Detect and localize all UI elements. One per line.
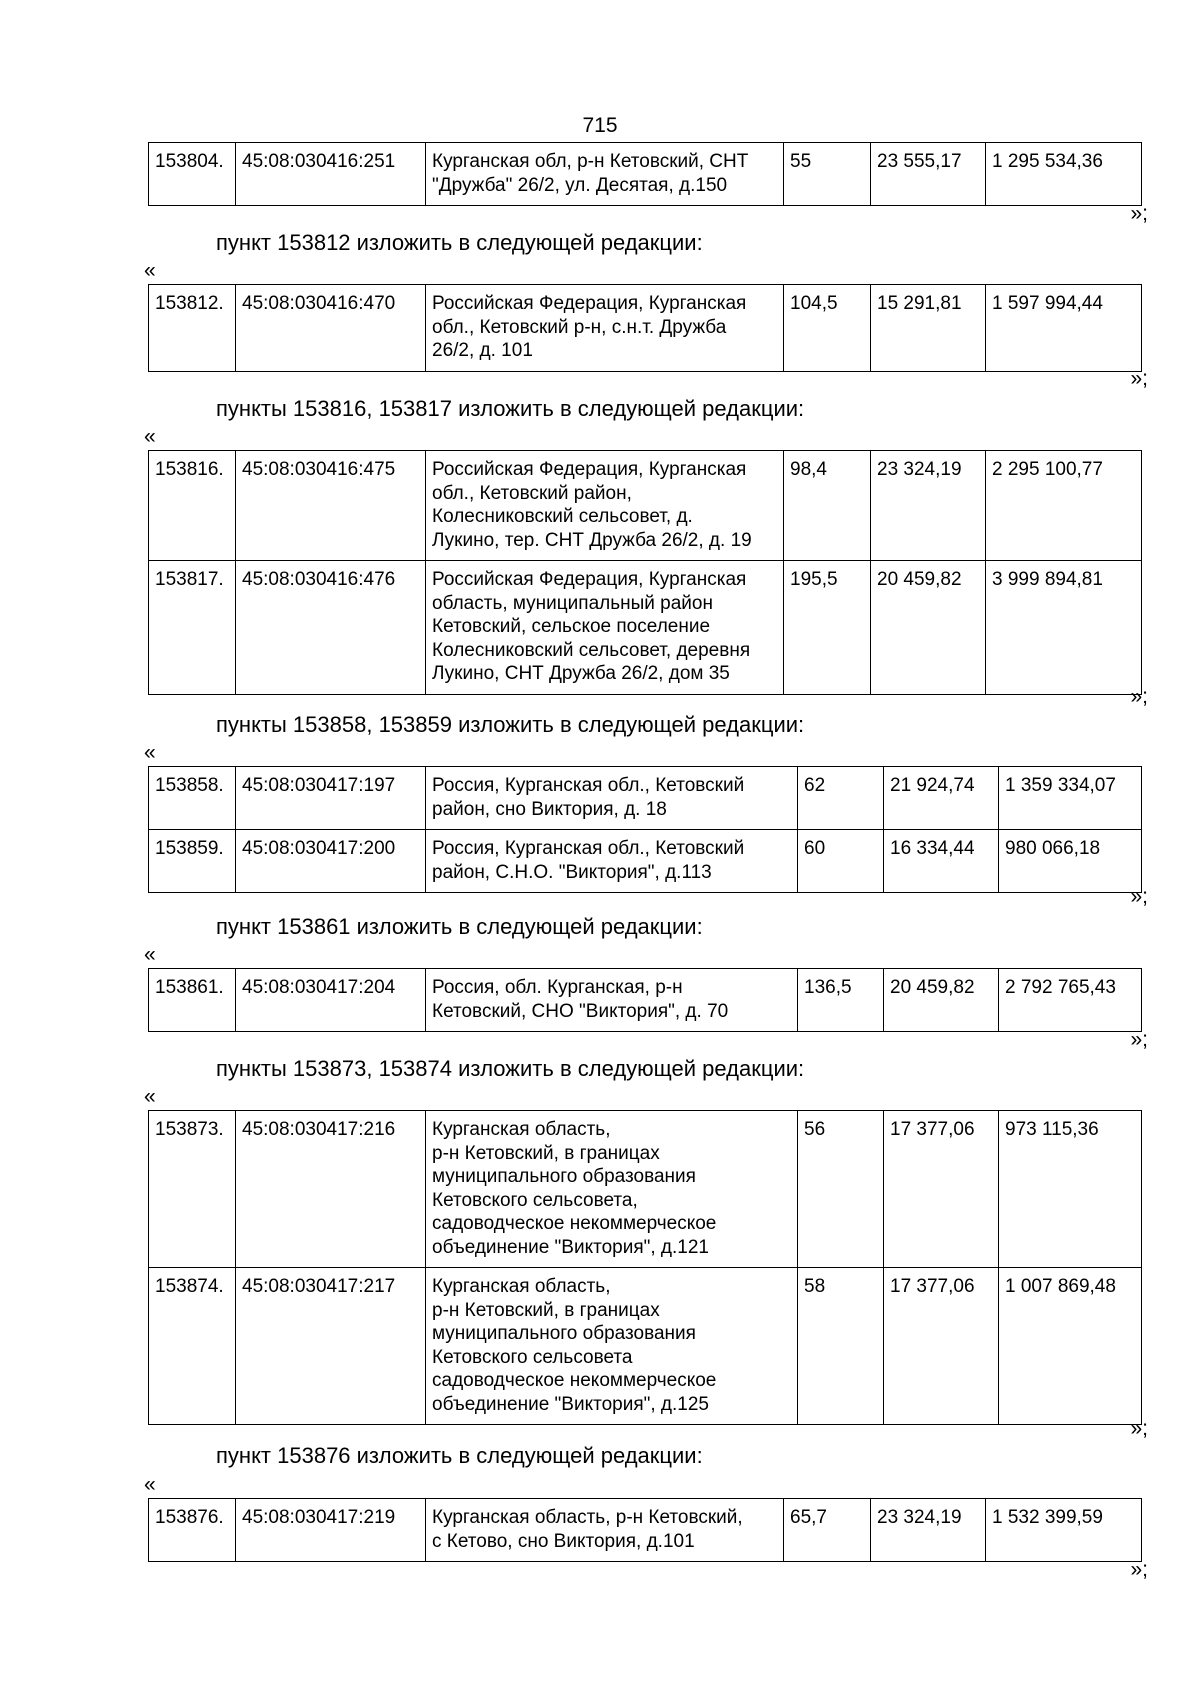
specific-value: 20 459,82: [884, 969, 999, 1032]
close-quote: »;: [1130, 1028, 1148, 1051]
close-quote: »;: [1130, 1558, 1148, 1581]
area: 62: [798, 767, 884, 830]
cadastral-value: 1 007 869,48: [999, 1268, 1142, 1425]
table-row: [149, 1268, 1142, 1425]
open-quote: «: [144, 259, 156, 282]
cadastral-value: 2 792 765,43: [999, 969, 1142, 1032]
cadastral-number: 45:08:030417:197: [236, 767, 426, 830]
item-number: 153812.: [149, 285, 236, 372]
address: Российская Федерация, Курганская обл., Кетовский район, Колесниковский сельсовет, д. Лукино, тер. СНТ Дружба 26/2, д. 19: [426, 451, 784, 561]
open-quote: «: [144, 741, 156, 764]
specific-value: 17 377,06: [884, 1111, 999, 1268]
close-quote: »;: [1130, 885, 1148, 908]
address: Россия, Курганская обл., Кетовский район, С.Н.О. "Виктория", д.113: [426, 830, 798, 893]
cadastral-number: 45:08:030417:217: [236, 1268, 426, 1425]
cadastral-number: 45:08:030416:476: [236, 561, 426, 695]
address: Курганская область, р-н Кетовский, с Кетово, сно Виктория, д.101: [426, 1499, 784, 1562]
area: 195,5: [784, 561, 871, 695]
area: 55: [784, 143, 871, 206]
cadastral-value: 3 999 894,81: [986, 561, 1142, 695]
address: Российская Федерация, Курганская область, муниципальный район Кетовский, сельское поселение Колесниковский сельсовет, деревня Лукино, СНТ Дружба 26/2, дом 35: [426, 561, 784, 695]
address: Российская Федерация, Курганская обл., Кетовский р-н, с.н.т. Дружба 26/2, д. 101: [426, 285, 784, 372]
cadastral-value: 973 115,36: [999, 1111, 1142, 1268]
table-row: [149, 767, 1142, 830]
item-number: 153816.: [149, 451, 236, 561]
specific-value: 23 324,19: [871, 451, 986, 561]
table-row: [149, 969, 1142, 1032]
open-quote: «: [144, 1085, 156, 1108]
item-number: 153858.: [149, 767, 236, 830]
specific-value: 20 459,82: [871, 561, 986, 695]
address: Россия, Курганская обл., Кетовский район, сно Виктория, д. 18: [426, 767, 798, 830]
cadastral-value: 980 066,18: [999, 830, 1142, 893]
table-row: [149, 451, 1142, 561]
cadastral-value: 2 295 100,77: [986, 451, 1142, 561]
specific-value: 21 924,74: [884, 767, 999, 830]
register-table-153816-153817: [148, 450, 1142, 695]
table-row: [149, 830, 1142, 893]
table-row: [149, 1499, 1142, 1562]
amendment-instruction: пункты 153816, 153817 изложить в следующей редакции:: [216, 396, 805, 421]
cadastral-value: 1 597 994,44: [986, 285, 1142, 372]
area: 98,4: [784, 451, 871, 561]
register-table-153861: [148, 968, 1142, 1032]
specific-value: 23 555,17: [871, 143, 986, 206]
cadastral-value: 1 532 399,59: [986, 1499, 1142, 1562]
address: Курганская область, р-н Кетовский, в границах муниципального образования Кетовского сельсовета садоводческое некоммерческое объединение "Виктория", д.125: [426, 1268, 798, 1425]
specific-value: 15 291,81: [871, 285, 986, 372]
cadastral-number: 45:08:030416:470: [236, 285, 426, 372]
table-row: [149, 285, 1142, 372]
cadastral-number: 45:08:030417:204: [236, 969, 426, 1032]
close-quote: »;: [1130, 367, 1148, 390]
address: Курганская область, р-н Кетовский, в границах муниципального образования Кетовского сельсовета, садоводческое некоммерческое объединение "Виктория", д.121: [426, 1111, 798, 1268]
item-number: 153873.: [149, 1111, 236, 1268]
area: 104,5: [784, 285, 871, 372]
item-number: 153859.: [149, 830, 236, 893]
table-row: [149, 143, 1142, 206]
page-number: 715: [582, 114, 618, 137]
area: 60: [798, 830, 884, 893]
area: 56: [798, 1111, 884, 1268]
close-quote: »;: [1130, 685, 1148, 708]
cadastral-number: 45:08:030416:251: [236, 143, 426, 206]
close-quote: »;: [1130, 1417, 1148, 1440]
item-number: 153804.: [149, 143, 236, 206]
cadastral-value: 1 295 534,36: [986, 143, 1142, 206]
open-quote: «: [144, 1473, 156, 1496]
specific-value: 17 377,06: [884, 1268, 999, 1425]
amendment-instruction: пункт 153861 изложить в следующей редакции:: [216, 914, 703, 939]
specific-value: 23 324,19: [871, 1499, 986, 1562]
cadastral-number: 45:08:030417:200: [236, 830, 426, 893]
open-quote: «: [144, 943, 156, 966]
item-number: 153817.: [149, 561, 236, 695]
cadastral-number: 45:08:030417:219: [236, 1499, 426, 1562]
amendment-instruction: пункт 153812 изложить в следующей редакции:: [216, 230, 703, 255]
register-table-153873-153874: [148, 1110, 1142, 1425]
amendment-instruction: пункты 153858, 153859 изложить в следующей редакции:: [216, 712, 805, 737]
register-table-153858-153859: [148, 766, 1142, 893]
table-row: [149, 1111, 1142, 1268]
address: Курганская обл, р-н Кетовский, СНТ "Дружба" 26/2, ул. Десятая, д.150: [426, 143, 784, 206]
close-quote: »;: [1130, 202, 1148, 225]
amendment-instruction: пункт 153876 изложить в следующей редакции:: [216, 1443, 703, 1468]
address: Россия, обл. Курганская, р-н Кетовский, СНО "Виктория", д. 70: [426, 969, 798, 1032]
cadastral-value: 1 359 334,07: [999, 767, 1142, 830]
register-table-153876: [148, 1498, 1142, 1562]
open-quote: «: [144, 425, 156, 448]
item-number: 153876.: [149, 1499, 236, 1562]
item-number: 153874.: [149, 1268, 236, 1425]
cadastral-number: 45:08:030417:216: [236, 1111, 426, 1268]
table-row: [149, 561, 1142, 695]
register-table-153804: [148, 142, 1142, 206]
cadastral-number: 45:08:030416:475: [236, 451, 426, 561]
register-table-153812: [148, 284, 1142, 372]
area: 136,5: [798, 969, 884, 1032]
area: 65,7: [784, 1499, 871, 1562]
item-number: 153861.: [149, 969, 236, 1032]
area: 58: [798, 1268, 884, 1425]
amendment-instruction: пункты 153873, 153874 изложить в следующей редакции:: [216, 1056, 805, 1081]
specific-value: 16 334,44: [884, 830, 999, 893]
